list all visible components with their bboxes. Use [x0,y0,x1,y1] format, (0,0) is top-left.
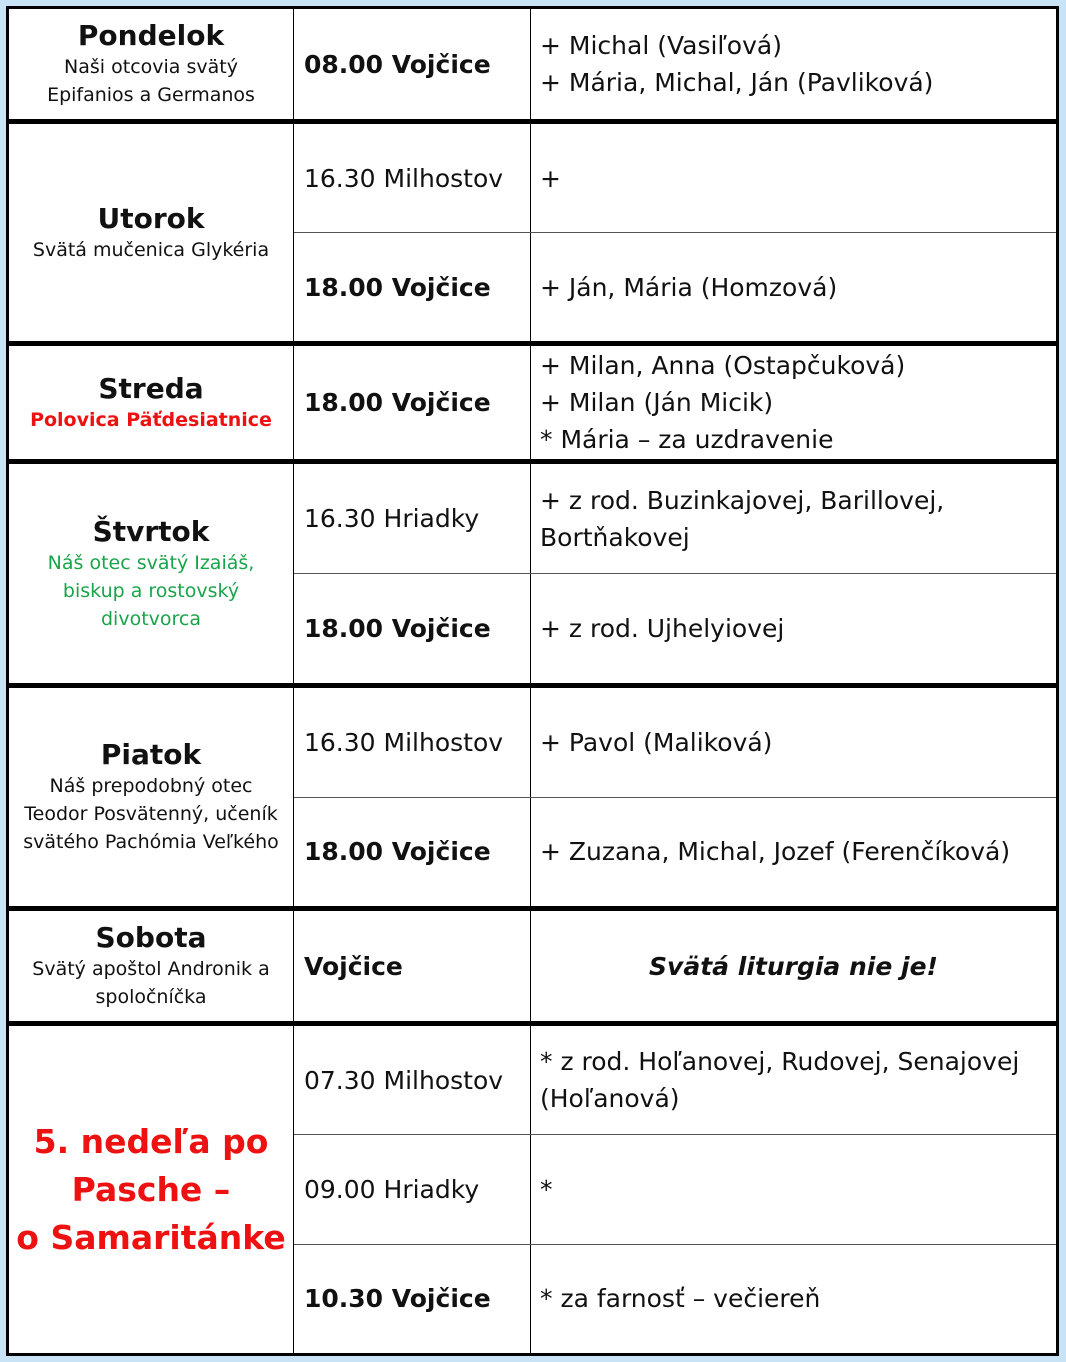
day-row-streda [9,346,1056,464]
day-cell [9,688,294,906]
day-cell [9,464,294,683]
service-time: 18.00 Vojčice [294,574,531,683]
intention: + Milan (Ján Micik) [540,388,774,417]
service-row [294,797,1056,907]
service-intentions [531,574,1056,683]
day-name: Pondelok [77,19,225,52]
service-intentions [531,911,1056,1021]
day-row-pondelok [9,9,1056,124]
service-intentions [531,464,1056,573]
no-liturgy-note: Svätá liturgia nie je! [649,951,938,981]
sunday-title-line: 5. nedeľa po [33,1121,269,1161]
day-cell [9,911,294,1021]
day-name: Streda [98,371,204,405]
intention: * z rod. Hoľanovej, Rudovej, Senajovej (Hoľanová) [540,1047,1020,1114]
day-feast: Svätý apoštol Andronik a spoločníčka [32,958,270,1008]
service-time: 18.00 Vojčice [294,798,531,907]
service-intentions [531,9,1056,119]
service-intentions [531,1245,1056,1353]
service-time: 16.30 Hriadky [294,464,531,573]
service-row [294,1244,1056,1353]
service-time: 16.30 Milhostov [294,124,531,232]
service-row [294,1026,1056,1134]
service-time: 09.00 Hriadky [294,1135,531,1243]
intention: * za farnosť – večiereň [540,1284,821,1314]
service-row [294,232,1056,341]
service-time: 18.00 Vojčice [294,233,531,341]
service-row [294,346,1056,459]
service-row [294,911,1056,1021]
intention: + Mária, Michal, Ján (Pavliková) [540,68,934,97]
day-feast: Náš otec svätý Izaiáš, biskup a rostovský divotvorca [47,551,255,630]
intention: + Pavol (Maliková) [540,727,773,757]
service-row [294,1134,1056,1243]
service-intentions [531,688,1056,797]
intention: * [540,1174,553,1204]
day-feast: Náš prepodobný otec Teodor Posvätenný, učeník svätého Pachómia Veľkého [23,775,279,853]
service-time: 10.30 Vojčice [294,1245,531,1353]
service-intentions [531,798,1056,907]
intention: + [540,163,561,193]
service-row [294,464,1056,573]
day-feast: Polovica Päťdesiatnice [30,408,272,431]
sunday-title-line: Pasche – [71,1169,231,1209]
day-name: Piatok [100,738,202,771]
service-time: 07.30 Milhostov [294,1026,531,1134]
service-intentions [531,124,1056,232]
day-cell [9,124,294,341]
day-feast: Svätá mučenica Glykéria [32,238,270,261]
service-time: 08.00 Vojčice [294,9,531,119]
day-cell [9,1026,294,1353]
intention: + z rod. Ujhelyiovej [540,614,785,643]
service-intentions [531,1026,1056,1134]
service-time: 16.30 Milhostov [294,688,531,797]
intention: + z rod. Buzinkajovej, Barillovej, Bortňakovej [540,485,945,552]
day-cell [9,346,294,459]
service-time: 18.00 Vojčice [294,346,531,459]
intention: + Milan, Anna (Ostapčuková) [540,351,906,380]
intention: + Ján, Mária (Homzová) [540,272,838,302]
day-name: Štvrtok [92,514,210,548]
intention: * Mária – za uzdravenie [540,425,834,454]
day-name: Utorok [97,201,205,235]
intention: + Michal (Vasiľová) [540,31,782,60]
day-row-sobota [9,911,1056,1026]
day-feast: Naši otcovia svätý Epifanios a Germanos [47,56,255,106]
service-intentions [531,233,1056,341]
service-intentions [531,1135,1056,1243]
day-row-utorok [9,124,1056,346]
day-row-piatok [9,688,1056,911]
service-row [294,124,1056,232]
service-row [294,688,1056,797]
service-time: Vojčice [294,911,531,1021]
intention: + Zuzana, Michal, Jozef (Ferenčíková) [540,837,1011,867]
service-row [294,9,1056,119]
day-name: Sobota [95,921,207,954]
service-row [294,573,1056,683]
day-cell [9,9,294,119]
liturgy-schedule-table [6,6,1059,1356]
service-intentions [531,346,1056,459]
day-row-nedela [9,1026,1056,1353]
day-row-stvrtok [9,464,1056,688]
sunday-title-line: o Samaritánke [16,1217,286,1257]
